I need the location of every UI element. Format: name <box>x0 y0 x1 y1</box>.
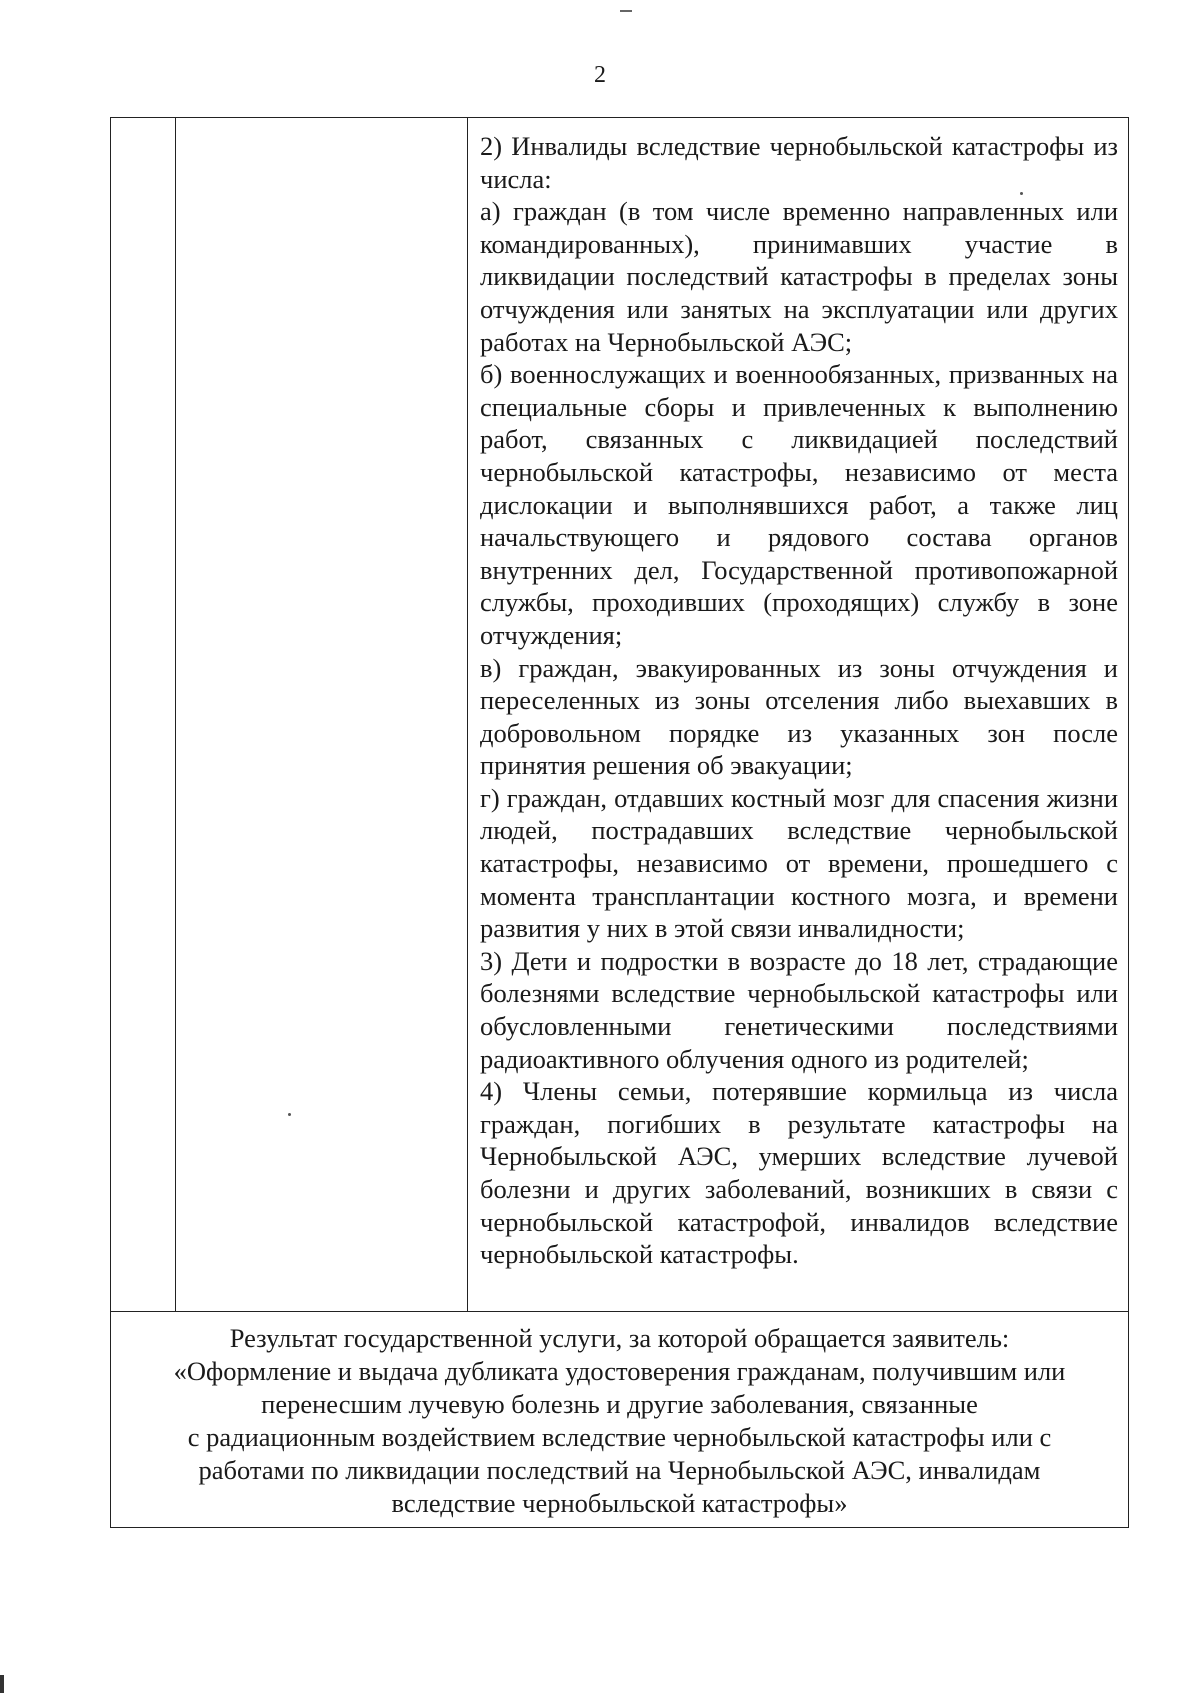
page-number: 2 <box>594 62 606 88</box>
result-row <box>111 1312 1129 1528</box>
result-line: Результат государственной услуги, за которой обращается заявитель: <box>229 1323 1010 1353</box>
service-table <box>110 117 1129 1528</box>
scan-artifact-top <box>620 10 632 12</box>
result-line: с радиационным воздействием вследствие чернобыльской катастрофы или с <box>187 1422 1052 1452</box>
scan-dot <box>1020 192 1023 195</box>
list-item: а) граждан (в том числе временно направленных или командированных), принимавших участие в ликвидации последствий катастрофы в пределах зоны отчуждения или занятых на эксплуатации или других работах на Чернобыльской АЭС; <box>480 196 1118 357</box>
result-line: «Оформление и выдача дубликата удостоверения гражданам, получившим или <box>173 1356 1066 1386</box>
result-statement <box>111 1312 1128 1520</box>
number-cell <box>111 118 176 1312</box>
result-line: вследствие чернобыльской катастрофы» <box>391 1488 848 1518</box>
scan-dot <box>288 1113 291 1116</box>
result-line: перенесшим лучевую болезнь и другие заболевания, связанные <box>261 1389 978 1419</box>
list-item: б) военнослужащих и военнообязанных, призванных на специальные сборы и привлеченных к выполнению работ, связанных с ликвидацией последствий чернобыльской катастрофы, независимо от места дислокации и выполнявшихся работ, а также лиц начальствующего и рядового состава органов внутренних дел, Государственной противопожарной службы, проходивших (проходящих) службу в зоне отчуждения; <box>480 359 1118 650</box>
category-cell <box>176 118 468 1312</box>
beneficiaries-cell <box>468 118 1129 1312</box>
list-item: в) граждан, эвакуированных из зоны отчуждения и переселенных из зоны отселения либо выехавших в добровольном порядке из указанных зон после принятия решения об эвакуации; <box>480 652 1118 781</box>
result-cell <box>111 1312 1129 1528</box>
beneficiaries-list <box>468 118 1128 1271</box>
list-item: 4) Члены семьи, потерявшие кормильца из числа граждан, погибших в результате катастрофы на Чернобыльской АЭС, умерших вследствие лучевой болезни и других заболеваний, возникших в связи с чернобыльской катастрофой, инвалидов вследствие чернобыльской катастрофы. <box>480 1076 1118 1270</box>
list-item: г) граждан, отдавших костный мозг для спасения жизни людей, пострадавших вследствие чернобыльской катастрофы, независимо от времени, прошедшего с момента трансплантации костного мозга, и времени развития у них в этой связи инвалидности; <box>480 782 1118 944</box>
beneficiaries-row <box>111 118 1129 1312</box>
list-item: 2) Инвалиды вследствие чернобыльской катастрофы из числа: <box>480 131 1118 194</box>
result-line: работами по ликвидации последствий на Чернобыльской АЭС, инвалидам <box>198 1455 1041 1485</box>
list-item: 3) Дети и подростки в возрасте до 18 лет, страдающие болезнями вследствие чернобыльской катастрофы или обусловленными генетическими последствиями радиоактивного облучения одного из родителей; <box>480 945 1118 1074</box>
scan-edge-mark <box>0 1675 4 1693</box>
